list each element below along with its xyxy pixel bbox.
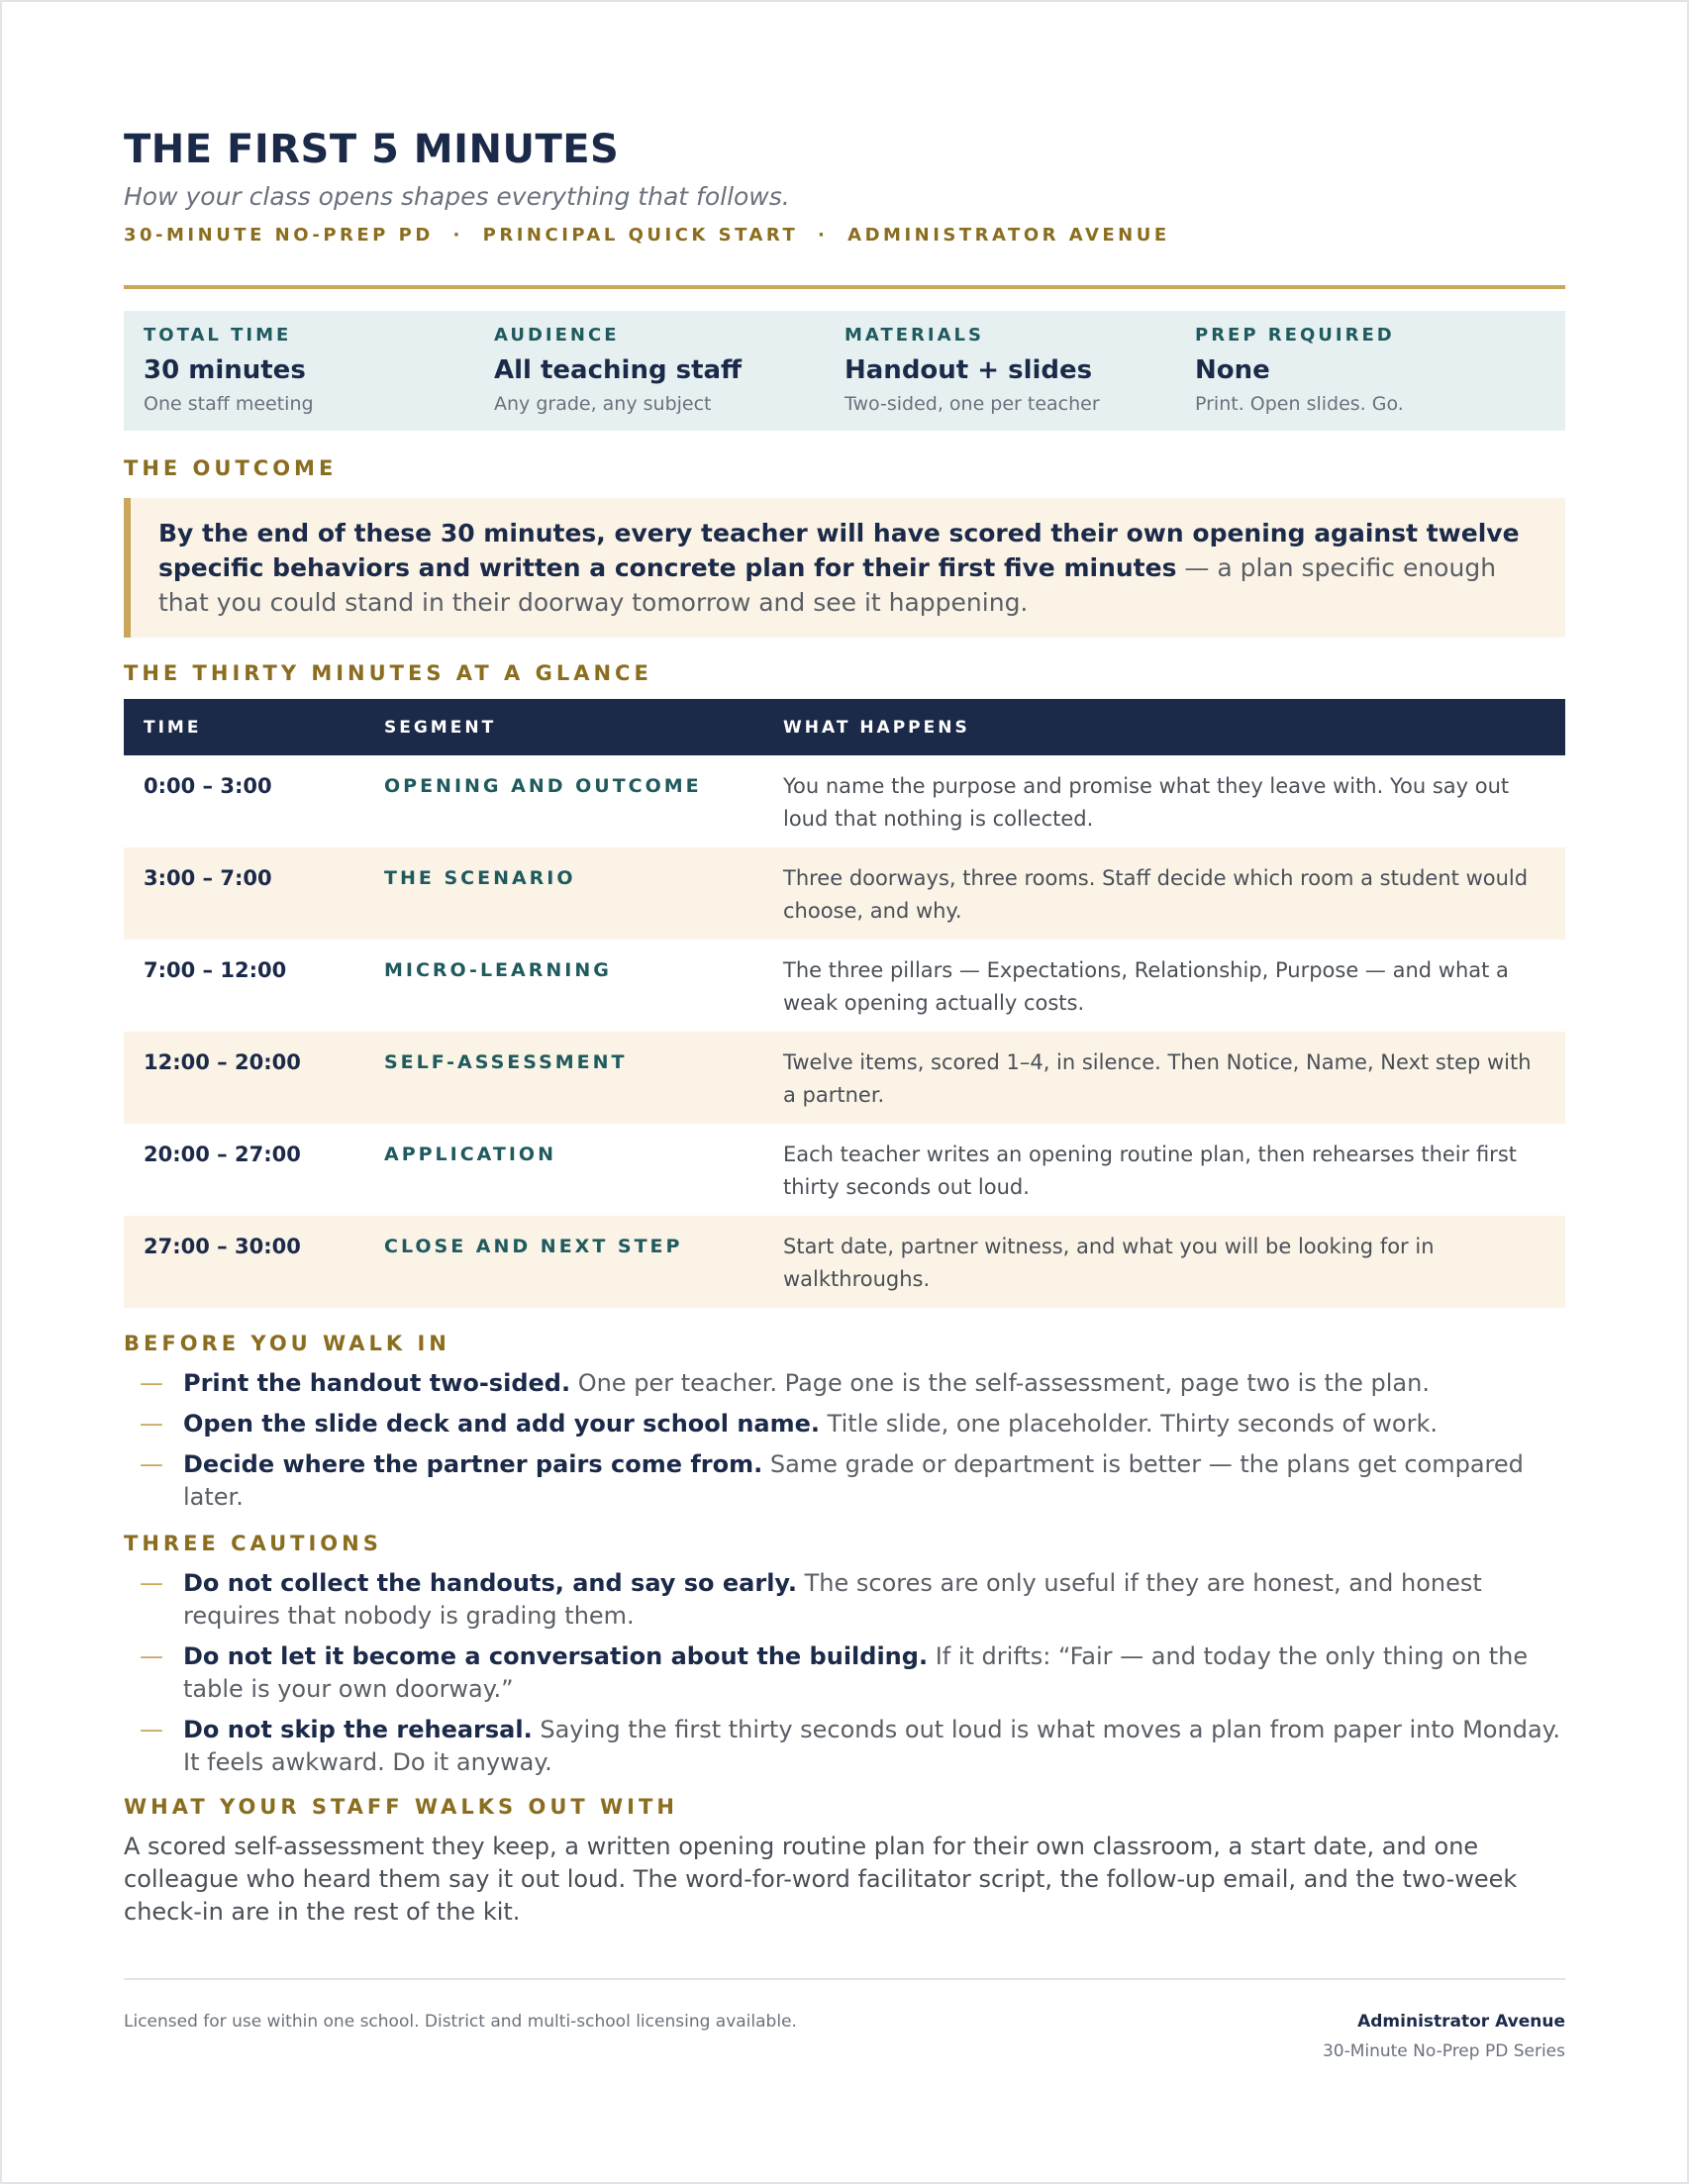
- kicker-line: [124, 225, 1565, 246]
- segment-cell: CLOSE AND NEXT STEP: [364, 1216, 763, 1308]
- walkout-paragraph: A scored self-assessment they keep, a written opening routine plan for their own classroom, a start date, and one colleague who heard them say it out loud. The word-for-word facilitator script, the follow-up email, and the two-week check-in are in the rest of the kit.: [124, 1833, 1518, 1926]
- segment-cell: THE SCENARIO: [364, 847, 763, 940]
- fact-materials: [844, 325, 1195, 415]
- fact-total-time: [144, 325, 494, 415]
- segment-cell: OPENING AND OUTCOME: [384, 775, 702, 797]
- license-note: Licensed for use within one school. District and multi-school licensing available.: [124, 2012, 797, 2032]
- column-header-segment: SEGMENT: [364, 699, 763, 755]
- cautions-list: [124, 1567, 1565, 1779]
- fact-label: AUDIENCE: [494, 325, 620, 346]
- before-list: [124, 1367, 1565, 1514]
- table-row: [124, 755, 1565, 847]
- cautions-heading: THREE CAUTIONS: [124, 1532, 382, 1555]
- walkout-heading: WHAT YOUR STAFF WALKS OUT WITH: [124, 1795, 678, 1819]
- outcome-callout: [124, 498, 1565, 638]
- page-footer: [124, 2012, 1565, 2061]
- table-row: [124, 1124, 1565, 1216]
- time-cell: 12:00 – 20:00: [124, 1032, 364, 1124]
- footer-divider: [124, 1978, 1565, 1980]
- glance-heading: THE THIRTY MINUTES AT A GLANCE: [124, 661, 652, 685]
- footer-series: 30-Minute No-Prep PD Series: [1322, 2041, 1565, 2061]
- table-row: [124, 847, 1565, 940]
- time-cell: 20:00 – 27:00: [144, 1142, 301, 1166]
- list-item-lead: Print the handout two-sided.: [183, 1369, 571, 1397]
- fact-note: Any grade, any subject: [494, 393, 712, 415]
- list-item-lead: Open the slide deck and add your school name.: [183, 1410, 821, 1438]
- what-cell: The three pillars — Expectations, Relationship, Purpose — and what a weak opening actually costs.: [783, 958, 1509, 1015]
- what-cell: Three doorways, three rooms. Staff decide which room a student would choose, and why.: [763, 847, 1565, 940]
- list-item-lead: Decide where the partner pairs come from.: [183, 1450, 763, 1478]
- fact-label: MATERIALS: [844, 325, 984, 346]
- list-item-text: The scores are only useful if they are honest, and honest requires that nobody is grading them.: [183, 1569, 1482, 1630]
- column-header-time: TIME: [124, 699, 364, 755]
- list-item: [124, 1367, 1565, 1400]
- schedule-table: [124, 699, 1565, 1308]
- time-cell: 0:00 – 3:00: [144, 774, 272, 798]
- table-row: [124, 940, 1565, 1032]
- what-cell: Start date, partner witness, and what you will be looking for in walkthroughs.: [763, 1216, 1565, 1308]
- before-heading: BEFORE YOU WALK IN: [124, 1332, 450, 1355]
- segment-cell: APPLICATION: [384, 1143, 556, 1165]
- list-item: [124, 1408, 1565, 1440]
- list-item: [124, 1448, 1565, 1514]
- list-item-text: One per teacher. Page one is the self-assessment, page two is the plan.: [570, 1369, 1430, 1397]
- fact-prep-required: [1195, 325, 1545, 415]
- fact-label: TOTAL TIME: [144, 325, 292, 346]
- footer-brand: Administrator Avenue: [1357, 2012, 1565, 2032]
- outcome-heading: THE OUTCOME: [124, 456, 338, 480]
- fact-value: None: [1195, 355, 1270, 385]
- segment-cell: MICRO-LEARNING: [384, 959, 612, 981]
- what-cell: You name the purpose and promise what they leave with. You say out loud that nothing is collected.: [783, 774, 1510, 831]
- list-item-lead: Do not let it become a conversation about the building.: [183, 1642, 929, 1670]
- fact-value: 30 minutes: [144, 355, 306, 385]
- facts-panel: [124, 311, 1565, 431]
- header-divider: [124, 285, 1565, 289]
- fact-note: Two-sided, one per teacher: [844, 393, 1100, 415]
- footer-credits: [1323, 2012, 1565, 2061]
- list-item-text: Same grade or department is better — the plans get compared later.: [183, 1450, 1524, 1511]
- fact-note: Print. Open slides. Go.: [1195, 393, 1404, 415]
- time-cell: 7:00 – 12:00: [144, 958, 287, 982]
- column-header-what: WHAT HAPPENS: [763, 699, 1565, 755]
- kicker-separator: ·: [818, 225, 829, 246]
- table-header-row: [124, 699, 1565, 755]
- list-item-lead: Do not skip the rehearsal.: [183, 1716, 533, 1743]
- list-item: [124, 1567, 1565, 1633]
- table-row: [124, 1216, 1565, 1308]
- list-item: [124, 1714, 1565, 1779]
- fact-note: One staff meeting: [144, 393, 314, 415]
- time-cell: 27:00 – 30:00: [124, 1216, 364, 1308]
- list-item-text: Saying the first thirty seconds out loud is what moves a plan from paper into Monday. It feels awkward. Do it anyway.: [183, 1716, 1561, 1776]
- fact-audience: [494, 325, 844, 415]
- fact-label: PREP REQUIRED: [1195, 325, 1395, 346]
- list-item-lead: Do not collect the handouts, and say so early.: [183, 1569, 797, 1597]
- outcome-text: — a plan specific enough that you could stand in their doorway tomorrow and see it happening.: [158, 553, 1497, 617]
- what-cell: Each teacher writes an opening routine plan, then rehearses their first thirty seconds out loud.: [783, 1142, 1517, 1199]
- kicker-item: PRINCIPAL QUICK START: [482, 225, 799, 246]
- kicker-separator: ·: [452, 225, 463, 246]
- page-subtitle: How your class opens shapes everything that follows.: [124, 182, 790, 211]
- table-row: [124, 1032, 1565, 1124]
- segment-cell: SELF-ASSESSMENT: [364, 1032, 763, 1124]
- outcome-bold-text: By the end of these 30 minutes, every teacher will have scored their own opening against twelve specific behaviors and written a concrete plan for their first five minutes: [158, 519, 1520, 582]
- fact-value: All teaching staff: [494, 355, 743, 385]
- list-item-text: If it drifts: “Fair — and today the only thing on the table is your own doorway.”: [183, 1642, 1529, 1703]
- list-item-text: Title slide, one placeholder. Thirty seconds of work.: [820, 1410, 1439, 1438]
- page-title: THE FIRST 5 MINUTES: [124, 127, 620, 172]
- time-cell: 3:00 – 7:00: [124, 847, 364, 940]
- fact-value: Handout + slides: [844, 355, 1093, 385]
- kicker-item: ADMINISTRATOR AVENUE: [847, 225, 1170, 246]
- what-cell: Twelve items, scored 1–4, in silence. Then Notice, Name, Next step with a partner.: [763, 1032, 1565, 1124]
- list-item: [124, 1640, 1565, 1706]
- kicker-item: 30-MINUTE NO-PREP PD: [124, 225, 434, 246]
